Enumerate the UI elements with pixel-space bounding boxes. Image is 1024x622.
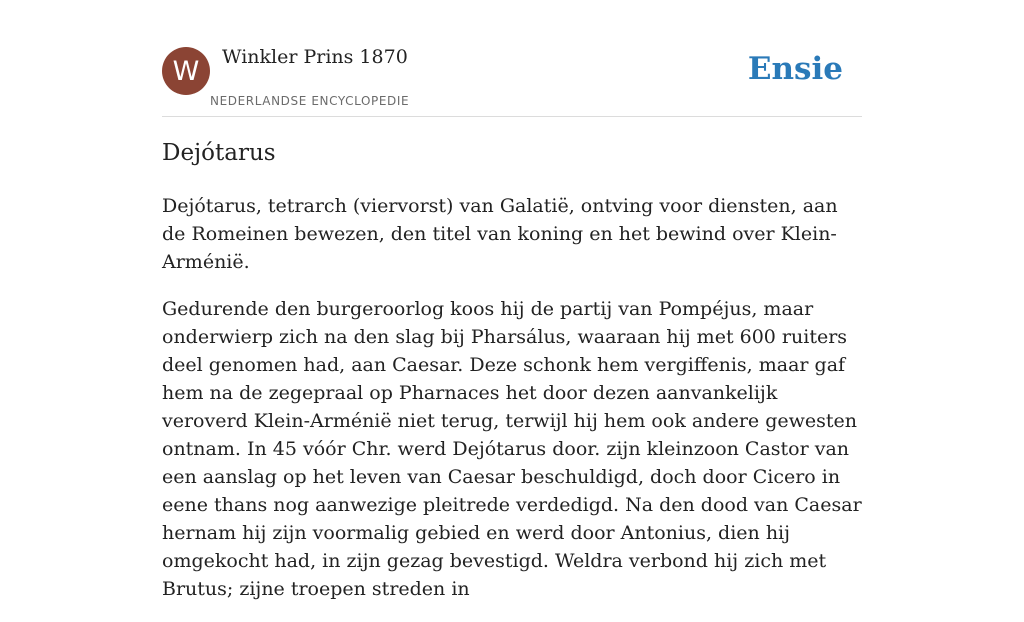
article-paragraph: Dejótarus, tetrarch (viervorst) van Galatië, ontving voor diensten, aan de Romeinen bewezen, den titel van koning en het bewind over Klein-Arménië.	[162, 195, 838, 273]
source-title[interactable]: Winkler Prins 1870	[222, 46, 408, 68]
article-title: Dejótarus	[162, 140, 276, 166]
page-container	[162, 0, 862, 600]
article-body	[162, 192, 862, 622]
source-subtitle: NEDERLANDSE ENCYCLOPEDIE	[210, 94, 410, 108]
source-avatar[interactable]: W	[162, 47, 210, 95]
ensie-logo[interactable]: Ensie	[747, 51, 843, 87]
article-paragraph: Gedurende den burgeroorlog koos hij de partij van Pompéjus, maar onderwierp zich na den slag bij Pharsálus, waaraan hij met 600 ruiters deel genomen had, aan Caesar. Deze schonk hem vergiffenis, maar gaf hem na de zegepraal op Pharnaces het door dezen aanvankelijk veroverd Klein-Arménië niet terug, terwijl hij hem ook andere gewesten ontnam. In 45 vóór Chr. werd Dejótarus door. zijn kleinzoon Castor van een aanslag op het leven van Caesar beschuldigd, doch door Cicero in eene thans nog aanwezige pleitrede verdedigd. Na den dood van Caesar hernam hij zijn voormalig gebied en werd door Antonius, dien hij omgekocht had, in zijn gezag bevestigd. Weldra verbond hij zich met Brutus; zijne troepen streden in	[162, 298, 862, 600]
header	[162, 0, 862, 117]
